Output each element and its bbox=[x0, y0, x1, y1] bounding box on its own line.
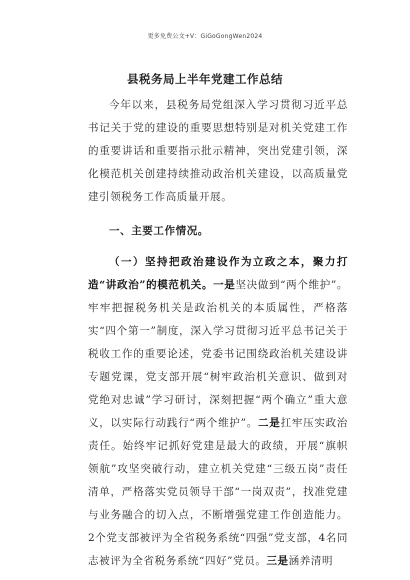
point-text-2: 扛牢压实政治责任。始终牢记抓好党建是最大的政绩，开展“旗帜领航”攻坚突破行动，建立机关党建“三级五岗”责任清单，严格落实党员领导干部“一岗双责”，找准党建与业务融合的切入点，不断增强党建工作创造能力。2个党支部被评为全省税务系统“四强”党支部，4名同志被评为全省税务系统“四好”党员。 bbox=[88, 417, 348, 567]
section-heading-1: 一、主要工作情况。 bbox=[109, 225, 209, 237]
point-label-1: 一是 bbox=[213, 279, 236, 291]
point-text-3: 涵养清明 bbox=[288, 555, 334, 567]
subsection-heading: （一）坚持把政治建设作为立政之本，聚力打造“讲政治”的模范机关。 bbox=[88, 256, 348, 291]
watermark-text: 更多免费公文+V：GiGoGongWen2024 bbox=[147, 33, 263, 40]
document-body bbox=[88, 94, 348, 573]
intro-paragraph: 今年以来，县税务局党组深入学习贯彻习近平总书记关于党的建设的重要思想特别是对机关党建工作的重要讲话和重要指示批示精神，突出党建引领，深化模范机关创建持续推动政治机关建设，以高质量党建引领税务工作高质量开展。 bbox=[88, 99, 348, 203]
document-title: 县税务局上半年党建工作总结 bbox=[127, 72, 283, 86]
point-label-2: 二是 bbox=[258, 417, 281, 429]
section-1-paragraph bbox=[88, 251, 348, 573]
point-text-1: 坚决做到“两个维护”。牢牢把握税务机关是政治机关的本质属性，严格落实“四个第一”制度，深入学习贯彻习近平总书记关于税收工作的重要论述，党委书记围绕政治机关建设讲专题党课，党支部开展“树牢政治机关意识、做到对党绝对忠诚”学习研讨，深刻把握“两个确立”重大意义，以实际行动践行“两个维护”。 bbox=[88, 279, 349, 429]
point-label-3: 三是 bbox=[266, 555, 289, 567]
